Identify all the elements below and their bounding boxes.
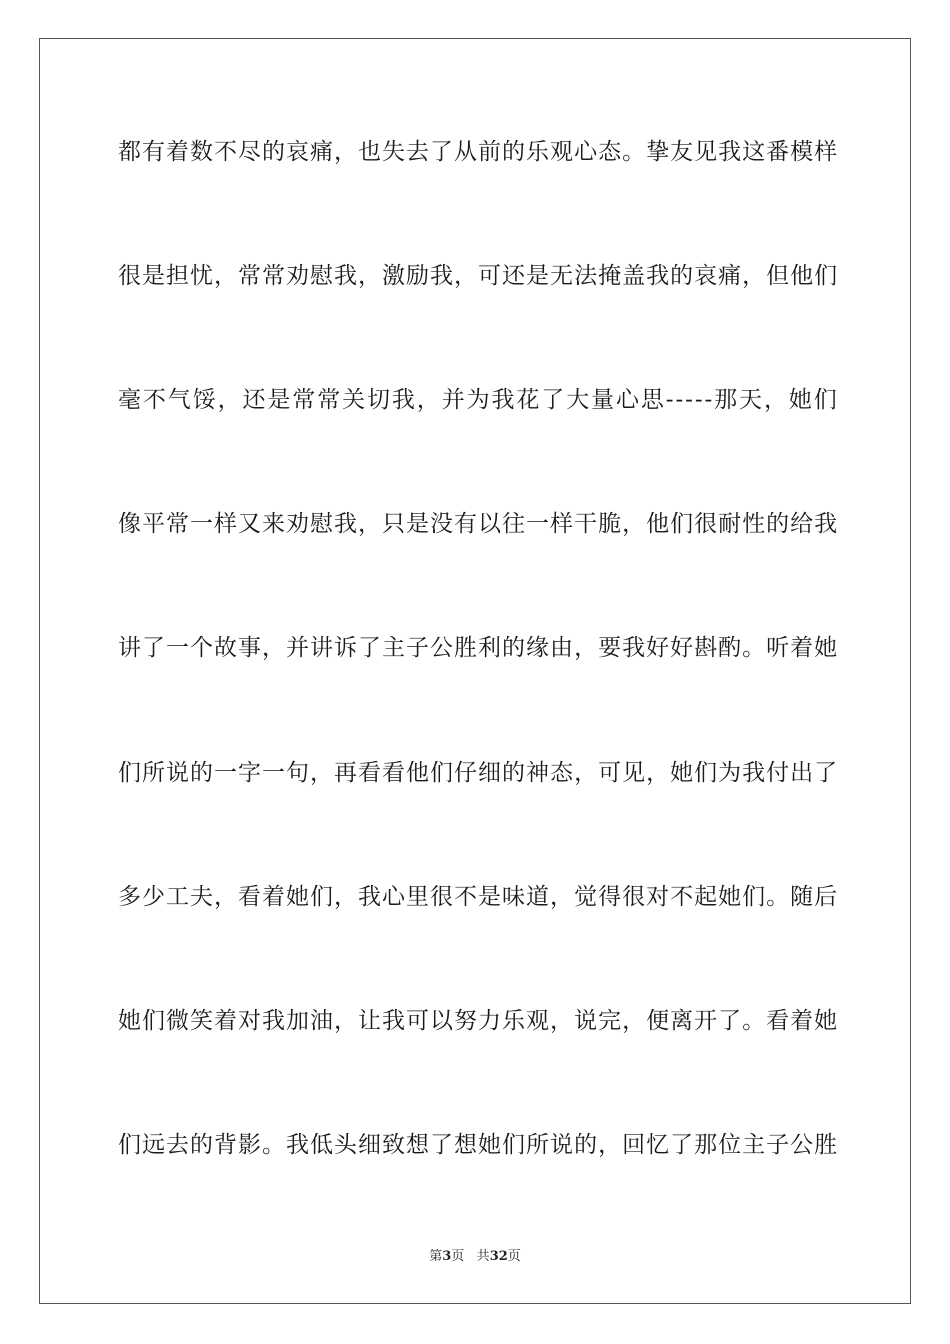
text-line: 很是担忧，常常劝慰我，激励我，可还是无法掩盖我的哀痛，但他们	[118, 263, 838, 289]
page-suffix: 页	[451, 1249, 465, 1264]
page-number: 3	[442, 1249, 452, 1264]
page-footer	[0, 1248, 950, 1266]
text-line: 们所说的一字一句，再看看他们仔细的神态，可见，她们为我付出了	[118, 760, 838, 786]
text-line: 她们微笑着对我加油，让我可以努力乐观，说完，便离开了。看着她	[118, 1008, 838, 1034]
total-suffix: 页	[507, 1249, 521, 1264]
text-line: 讲了一个故事，并讲诉了主子公胜利的缘由，要我好好斟酌。听着她	[118, 635, 838, 661]
text-line: 像平常一样又来劝慰我，只是没有以往一样干脆，他们很耐性的给我	[118, 511, 838, 537]
text-line: 都有着数不尽的哀痛，也失去了从前的乐观心态。挚友见我这番模样	[118, 139, 838, 165]
page-border	[39, 38, 911, 1304]
text-line: 多少工夫，看着她们，我心里很不是味道，觉得很对不起她们。随后	[118, 884, 838, 910]
text-line: 毫不气馁，还是常常关切我，并为我花了大量心思-----那天，她们	[118, 387, 839, 413]
total-pages: 32	[489, 1249, 508, 1264]
total-prefix: 共	[476, 1249, 490, 1264]
text-line: 们远去的背影。我低头细致想了想她们所说的，回忆了那位主子公胜	[118, 1132, 838, 1158]
page-prefix: 第	[429, 1249, 443, 1264]
